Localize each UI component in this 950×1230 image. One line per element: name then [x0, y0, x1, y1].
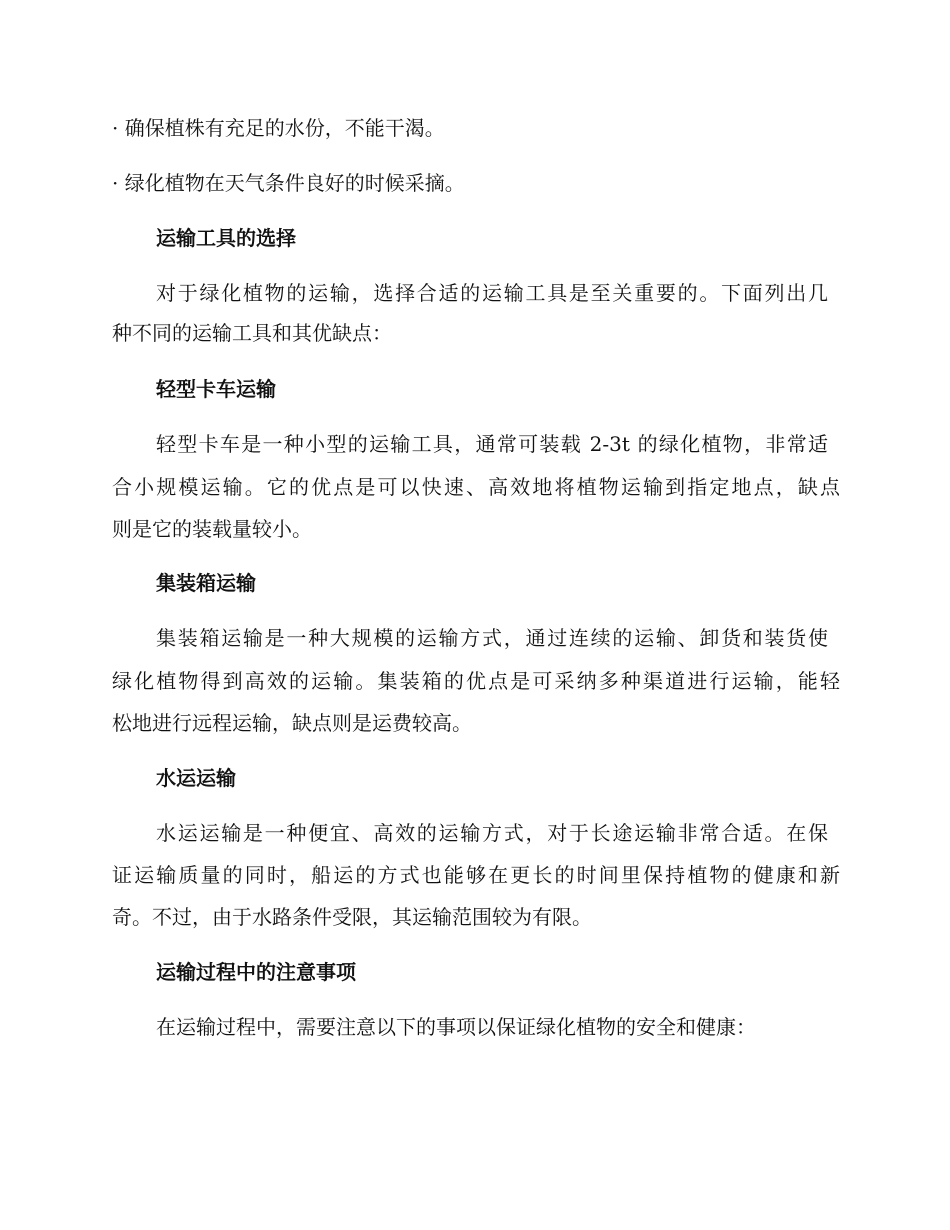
- paragraph-line: 合小规模运输。它的优点是可以快速、高效地将植物运输到指定地点，缺点: [112, 475, 840, 499]
- paragraph-line: 绿化植物得到高效的运输。集装箱的优点是可采纳多种渠道进行运输，能轻: [112, 669, 840, 693]
- paragraph-line: 则是它的装载量较小。: [112, 517, 312, 541]
- section-heading-tool-selection: 运输工具的选择: [156, 226, 296, 250]
- section-heading-light-truck: 轻型卡车运输: [156, 377, 276, 401]
- paragraph-line: 集装箱运输是一种大规模的运输方式，通过连续的运输、卸货和装货使: [156, 626, 828, 650]
- paragraph-line: 证运输质量的同时，船运的方式也能够在更长的时间里保持植物的健康和新: [112, 863, 840, 887]
- paragraph-line: 种不同的运输工具和其优缺点：: [112, 321, 392, 345]
- section-heading-precautions: 运输过程中的注意事项: [156, 960, 356, 984]
- paragraph-line: 松地进行远程运输，缺点则是运费较高。: [112, 711, 472, 735]
- paragraph-line: 轻型卡车是一种小型的运输工具，通常可装载 2-3t 的绿化植物，非常适: [156, 432, 828, 456]
- paragraph-line: 对于绿化植物的运输，选择合适的运输工具是至关重要的。下面列出几: [156, 281, 828, 305]
- bullet-item: · 绿化植物在天气条件良好的时候采摘。: [112, 171, 465, 195]
- section-heading-container: 集装箱运输: [156, 571, 256, 595]
- bullet-item: · 确保植株有充足的水份，不能干渴。: [112, 116, 445, 140]
- paragraph-line: 奇。不过，由于水路条件受限，其运输范围较为有限。: [112, 905, 592, 929]
- paragraph-line: 在运输过程中，需要注意以下的事项以保证绿化植物的安全和健康：: [156, 1015, 756, 1039]
- section-heading-water: 水运运输: [156, 766, 236, 790]
- paragraph-line: 水运运输是一种便宜、高效的运输方式，对于长途运输非常合适。在保: [156, 821, 828, 845]
